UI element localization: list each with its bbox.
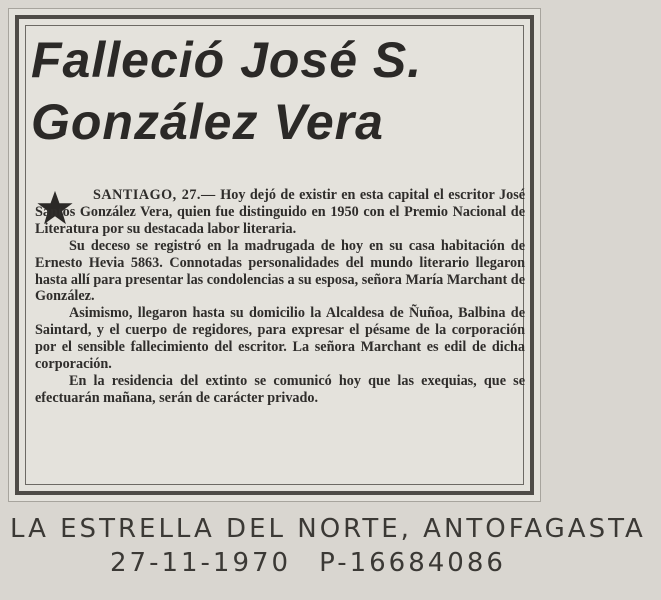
handwritten-date: 27-11-1970: [110, 548, 292, 578]
newspaper-clipping: [8, 8, 541, 502]
article-paragraph: En la residencia del extinto se comunicó hoy que las exequias, que se efectuarán mañana, serán de carácter privado.: [35, 372, 525, 406]
article-paragraph: Asimismo, llegaron hasta su domicilio la Alcaldesa de Ñuñoa, Balbina de Saintard, y el cuerpo de regidores, para expresar el pésame de la corporación por el sensible fallecimiento del escritor. La señora Marchant es edil de dicha corporación.: [35, 305, 525, 373]
article-body: [35, 187, 525, 407]
article-paragraph: Su deceso se registró en la madrugada de hoy en su casa habitación de Ernesto Hevia 5863. Connotadas personalidades del mundo literario llegaron hasta allí para presentar las condolencias a su esposa, señora María Marchant de González.: [35, 237, 525, 305]
handwritten-date-line: [110, 548, 661, 578]
dateline: SANTIAGO, 27.—: [93, 187, 216, 203]
handwritten-reference: P-16684086: [319, 548, 506, 578]
article-paragraph: [35, 187, 525, 238]
headline-line-2: González Vera: [31, 94, 384, 150]
headline: [31, 29, 521, 153]
headline-line-1: Falleció José S.: [31, 32, 423, 88]
paragraph-text: Hoy dejó de existir en esta capital el escritor José Santos González Vera, quien fue distinguido en 1950 con el Premio Nacional de Literatura por su destacada labor literaria.: [35, 187, 526, 237]
handwritten-source: LA ESTRELLA DEL NORTE, ANTOFAGASTA: [10, 514, 646, 544]
